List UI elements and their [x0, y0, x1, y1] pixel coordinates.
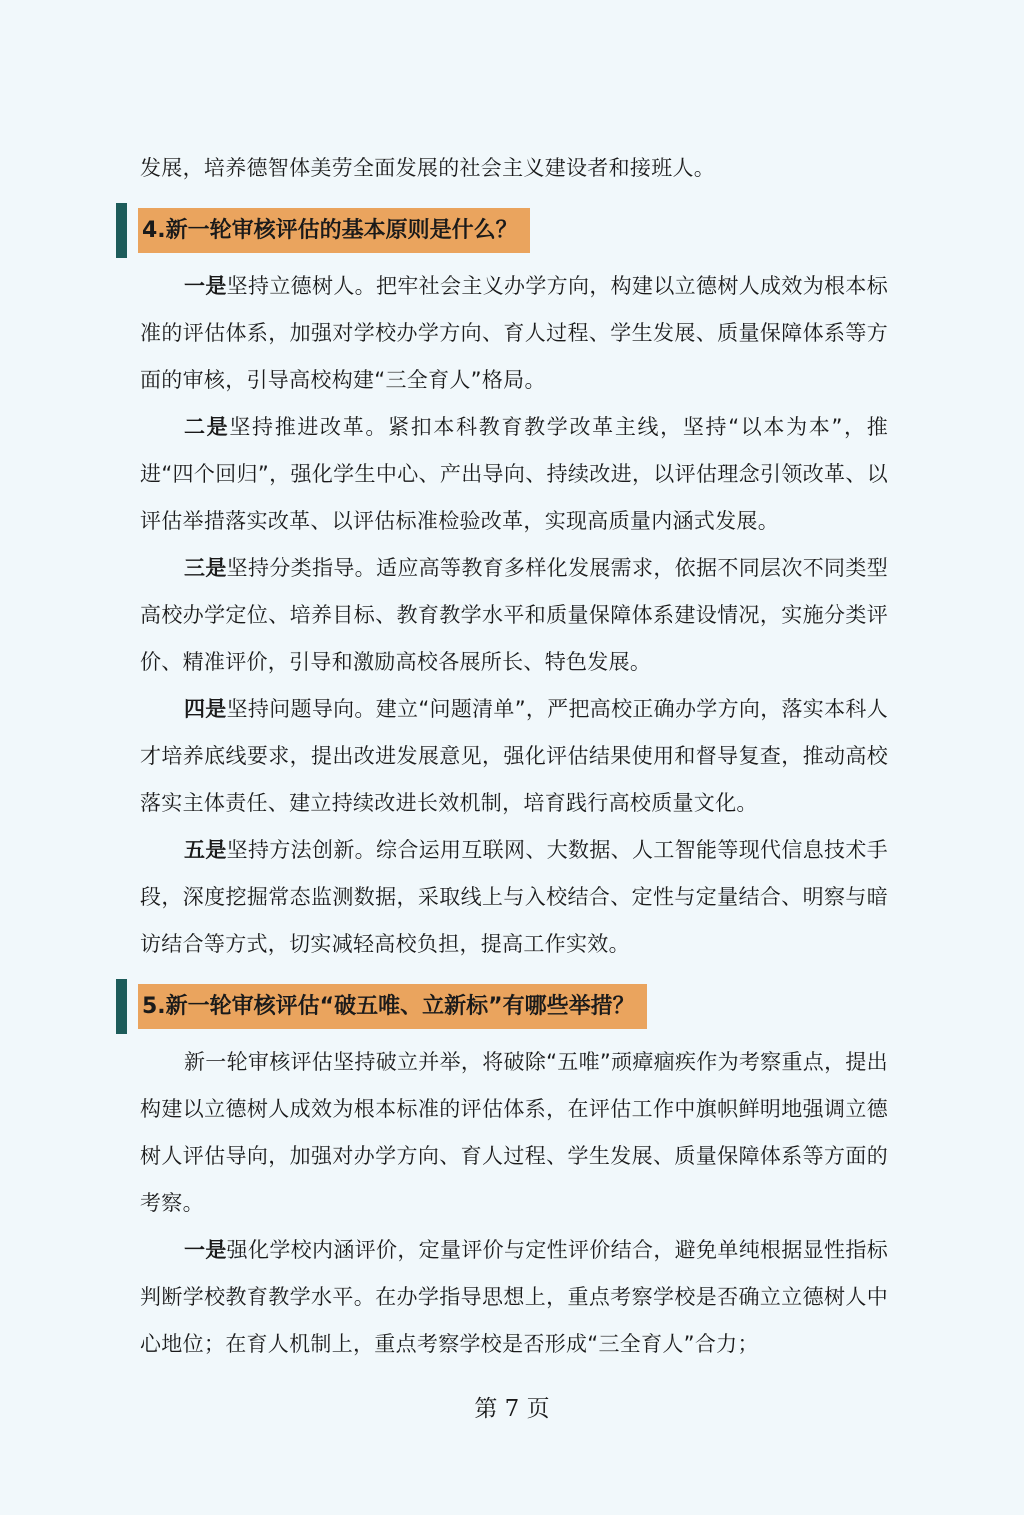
item-text: 坚持分类指导。适应高等教育多样化发展需求，依据不同层次不同类型高校办学定位、培养目标、教育教学水平和质量保障体系建设情况，实施分类评价、精准评价，引导和激励高校各展所长、特色发展。	[140, 556, 888, 674]
section-4-item-5	[140, 827, 888, 968]
section-4-item-2	[140, 404, 888, 545]
page-content	[140, 145, 888, 1368]
page-number: 第 7 页	[474, 1396, 550, 1422]
section-4-heading-label: 4.新一轮审核评估的基本原则是什么？	[138, 208, 530, 253]
item-lead: 三是	[184, 556, 227, 580]
item-lead: 四是	[184, 697, 227, 721]
item-lead: 五是	[184, 838, 227, 862]
item-text: 坚持方法创新。综合运用互联网、大数据、人工智能等现代信息技术手段，深度挖掘常态监测数据，采取线上与入校结合、定性与定量结合、明察与暗访结合等方式，切实减轻高校负担，提高工作实效。	[140, 838, 888, 956]
item-lead: 一是	[184, 274, 227, 298]
section-5-heading-label: 5.新一轮审核评估“破五唯、立新标”有哪些举措？	[138, 984, 647, 1029]
item-text: 坚持推进改革。紧扣本科教育教学改革主线，坚持“以本为本”，推进“四个回归”，强化学生中心、产出导向、持续改进，以评估理念引领改革、以评估举措落实改革、以评估标准检验改革，实现高质量内涵式发展。	[140, 415, 888, 533]
item-text: 坚持问题导向。建立“问题清单”，严把高校正确办学方向，落实本科人才培养底线要求，提出改进发展意见，强化评估结果使用和督导复查，推动高校落实主体责任、建立持续改进长效机制，培育践行高校质量文化。	[140, 697, 888, 815]
section-5-heading	[116, 984, 888, 1029]
section-5-intro: 新一轮审核评估坚持破立并举，将破除“五唯”顽瘴痼疾作为考察重点，提出构建以立德树人成效为根本标准的评估体系，在评估工作中旗帜鲜明地强调立德树人评估导向，加强对办学方向、育人过程、学生发展、质量保障体系等方面的考察。	[140, 1050, 888, 1215]
intro-continuation: 发展，培养德智体美劳全面发展的社会主义建设者和接班人。	[140, 156, 716, 180]
section-4-heading	[116, 208, 888, 253]
section-4-item-1	[140, 263, 888, 404]
heading-accent-bar	[116, 203, 127, 258]
item-lead: 一是	[184, 1238, 227, 1262]
item-lead: 二是	[184, 415, 230, 439]
section-5-item-1	[140, 1227, 888, 1368]
section-4-item-4	[140, 686, 888, 827]
item-text: 强化学校内涵评价，定量评价与定性评价结合，避免单纯根据显性指标判断学校教育教学水平。在办学指导思想上，重点考察学校是否确立立德树人中心地位；在育人机制上，重点考察学校是否形成“三全育人”合力；	[140, 1238, 888, 1356]
section-4-item-3	[140, 545, 888, 686]
item-text: 坚持立德树人。把牢社会主义办学方向，构建以立德树人成效为根本标准的评估体系，加强对学校办学方向、育人过程、学生发展、质量保障体系等方面的审核，引导高校构建“三全育人”格局。	[140, 274, 888, 392]
heading-accent-bar	[116, 979, 127, 1034]
